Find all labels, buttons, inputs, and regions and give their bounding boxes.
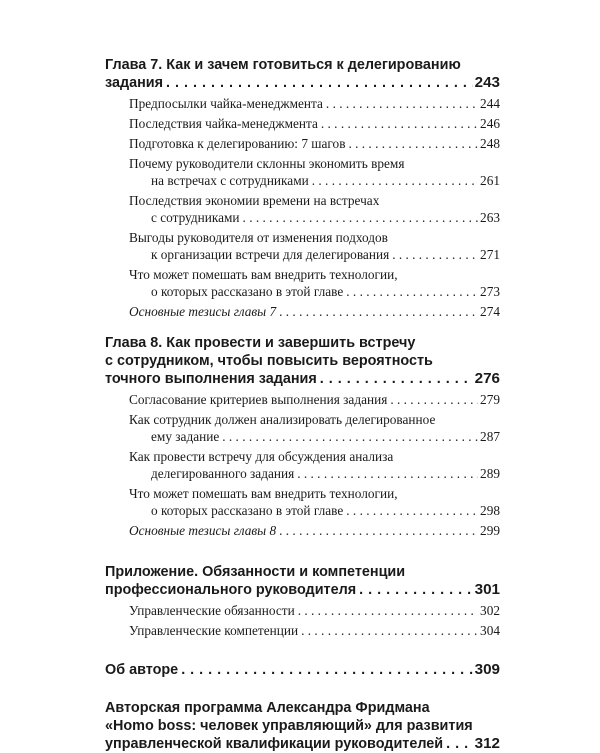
toc-item[interactable]: Что может помешать вам внедрить технологии, о которых рассказано в этой главе . . . 298 [129, 485, 500, 519]
page-number: 289 [480, 466, 500, 481]
page-number: 301 [474, 581, 500, 598]
chapter-title: Авторская программа Александра Фридмана [105, 700, 430, 716]
dot-leader [320, 370, 473, 388]
page-number: 246 [480, 116, 500, 131]
dot-leader [297, 465, 478, 482]
toc-item[interactable]: Подготовка к делегированию: 7 шагов . . . 248 [129, 135, 500, 152]
toc-item[interactable]: Последствия экономии времени на встречах с сотрудниками . . . 263 [129, 192, 500, 226]
toc-item[interactable]: Как провести встречу для обсуждения анализа делегированного задания . . . 289 [129, 448, 500, 482]
page-number: 299 [480, 523, 500, 538]
chapter-title: с сотрудником, чтобы повысить вероятность [105, 353, 433, 369]
page-number: 248 [480, 136, 500, 151]
dot-leader [446, 735, 473, 753]
dot-leader [166, 74, 473, 92]
dot-leader [359, 581, 473, 599]
toc-item[interactable]: Предпосылки чайка-менеджмента . . . 244 [129, 95, 500, 112]
chapter-title: точного выполнения задания [105, 371, 317, 387]
page-number: 244 [480, 96, 500, 111]
toc-item[interactable]: Как сотрудник должен анализировать делегированное ему задание . . . 287 [129, 411, 500, 445]
toc-appendix[interactable] [105, 563, 500, 599]
toc-item[interactable]: Управленческие компетенции . . . 304 [129, 622, 500, 639]
chapter-title: Глава 8. Как провести и завершить встречу [105, 335, 416, 351]
page-number: 276 [474, 370, 500, 387]
dot-leader [243, 209, 479, 226]
dot-leader [298, 602, 478, 619]
toc-chapter-8[interactable] [105, 334, 500, 388]
dot-leader [392, 246, 478, 263]
dot-leader [321, 115, 478, 132]
toc-item[interactable]: Последствия чайка-менеджмента . . . 246 [129, 115, 500, 132]
chapter-title: управленческой квалификации руководителей [105, 736, 444, 752]
page-number: 274 [480, 304, 500, 319]
dot-leader [301, 622, 478, 639]
toc-item[interactable]: Почему руководители склонны экономить время на встречах с сотрудниками . . . 261 [129, 155, 500, 189]
chapter-title: «Homo boss: человек управляющий» для развития [105, 718, 473, 734]
page-number: 279 [480, 392, 500, 407]
page-number: 243 [474, 74, 500, 91]
page-number: 304 [480, 623, 500, 638]
toc-item[interactable]: Основные тезисы главы 7 . . . 274 [129, 303, 500, 320]
toc-item[interactable]: Выгоды руководителя от изменения подходов к организации встречи для делегирования . . . 271 [129, 229, 500, 263]
toc-chapter-7[interactable] [105, 56, 500, 92]
toc-about-author[interactable] [105, 661, 500, 679]
table-of-contents [105, 56, 500, 753]
page-number: 261 [480, 173, 500, 188]
chapter-title: Глава 7. Как и зачем готовиться к делегированию [105, 57, 461, 73]
chapter-title: Об авторе [105, 662, 179, 678]
chapter-title: задания [105, 75, 164, 91]
chapter-title: Приложение. Обязанности и компетенции [105, 564, 406, 580]
dot-leader [181, 661, 472, 679]
toc-item[interactable]: Основные тезисы главы 8 . . . 299 [129, 522, 500, 539]
page-number: 312 [474, 735, 500, 752]
dot-leader [348, 135, 478, 152]
dot-leader [279, 303, 478, 320]
dot-leader [222, 428, 478, 445]
toc-item[interactable]: Согласование критериев выполнения задания . . . 279 [129, 391, 500, 408]
page-number: 271 [480, 247, 500, 262]
page-number: 302 [480, 603, 500, 618]
dot-leader [326, 95, 478, 112]
chapter-title: профессионального руководителя [105, 582, 357, 598]
page-number: 298 [480, 503, 500, 518]
toc-author-program[interactable] [105, 699, 500, 753]
dot-leader [312, 172, 478, 189]
toc-item[interactable]: Что может помешать вам внедрить технологии, о которых рассказано в этой главе . . . 273 [129, 266, 500, 300]
dot-leader [346, 283, 478, 300]
dot-leader [390, 391, 478, 408]
page-number: 287 [480, 429, 500, 444]
page-number: 309 [474, 661, 500, 678]
page-number: 263 [480, 210, 500, 225]
dot-leader [346, 502, 478, 519]
dot-leader [279, 522, 478, 539]
toc-item[interactable]: Управленческие обязанности . . . 302 [129, 602, 500, 619]
page-number: 273 [480, 284, 500, 299]
